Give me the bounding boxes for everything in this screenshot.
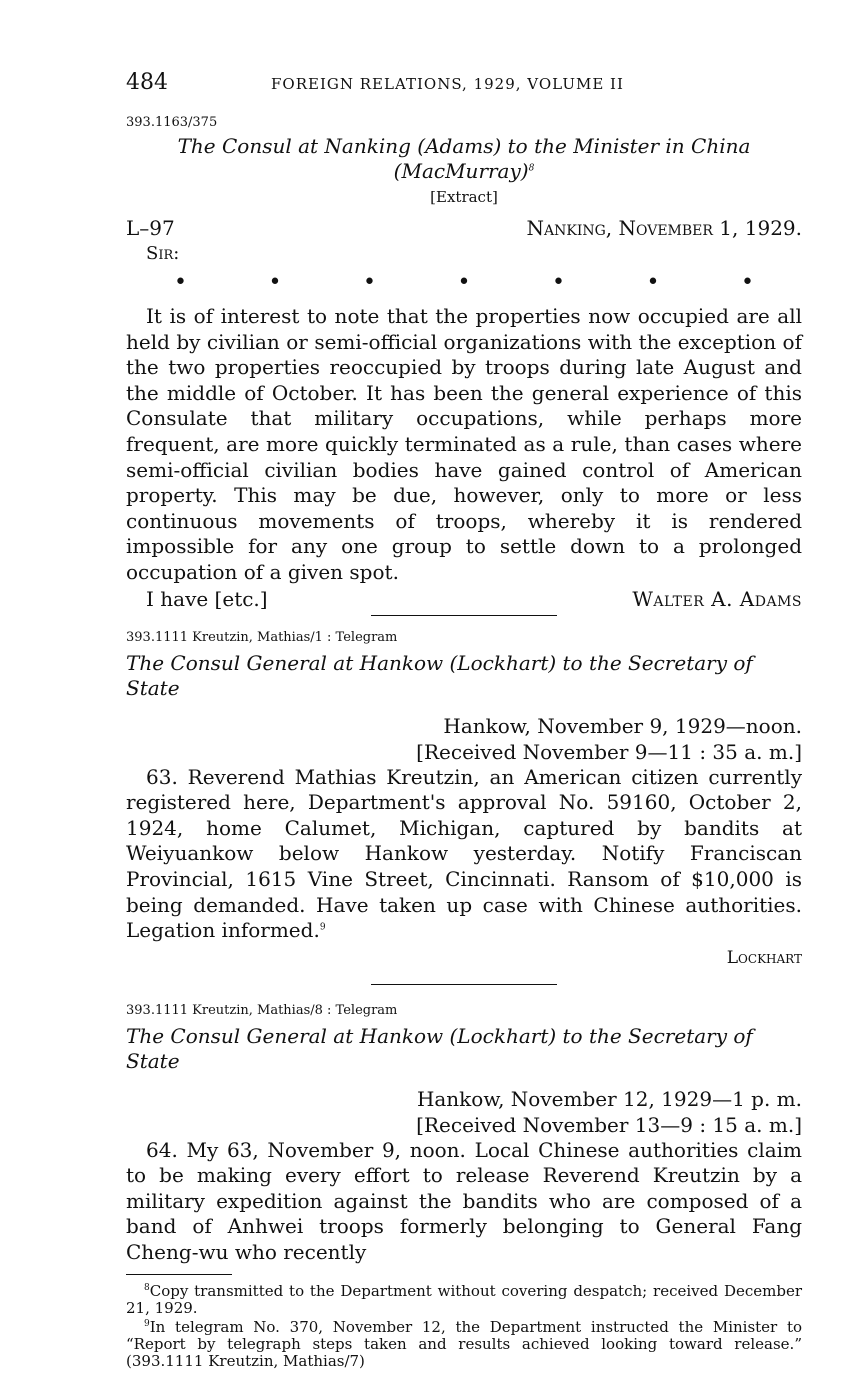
footnote-ref[interactable]: 8 xyxy=(528,163,535,174)
footnote xyxy=(126,1319,802,1370)
section-divider xyxy=(371,615,557,616)
body-paragraph: It is of interest to note that the properties now occupied are all held by civilian or semi-official organizations with the exception of the two properties reoccupied by troops during late August and the middle of October. It has been the general experience of this Consulate that military occupations, while perhaps more frequent, are more quickly terminated as a rule, than cases where semi-official civilian bodies have gained control of American property. This may be due, however, only to more or less continuous movements of troops, whereby it is rendered impossible for any one group to settle down to a prolonged occupation of a given spot. xyxy=(126,304,802,584)
omission-dot: • xyxy=(268,270,282,295)
document-title-line2: (MacMurray) xyxy=(393,159,529,183)
document-title: The Consul General at Hankow (Lockhart) to the Secretary of State xyxy=(126,1023,753,1073)
footnote-text: In telegram No. 370, November 12, the Department instructed the Minister to “Report by telegraph steps taken and results achieved looking toward release.” (393.1111 Kreutzin, Mathias/7) xyxy=(126,1317,802,1370)
document-title-line2-wrap xyxy=(126,159,802,184)
place-date: Nanking, November 1, 1929. xyxy=(526,216,802,240)
footnote xyxy=(126,1283,802,1317)
document-page xyxy=(126,70,802,1372)
omission-dot: • xyxy=(457,270,471,295)
place-date: Hankow, November 12, 1929—1 p. m. xyxy=(416,1086,802,1111)
document-adams-despatch xyxy=(126,115,802,611)
closing: I have [etc.] xyxy=(146,586,268,611)
file-number: 393.1163/375 xyxy=(126,115,218,130)
file-number: 393.1111 Kreutzin, Mathias/1 : Telegram xyxy=(126,629,398,645)
received-line: [Received November 13—9 : 15 a. m.] xyxy=(416,1112,802,1137)
omission-dot: • xyxy=(741,270,754,295)
footnotes xyxy=(126,1283,802,1370)
footnote-ref[interactable]: 9 xyxy=(319,922,326,933)
received-line: [Received November 9—11 : 35 a. m.] xyxy=(416,739,802,764)
omission-dot: • xyxy=(363,270,376,295)
document-title: The Consul General at Hankow (Lockhart) to the Secretary of State xyxy=(126,650,753,700)
document-telegram-63 xyxy=(126,630,802,968)
footnote-text: Copy transmitted to the Department without covering despatch; received December 21, 1929. xyxy=(126,1281,802,1317)
page-header xyxy=(126,70,802,95)
omission-dot: • xyxy=(552,270,565,295)
signature: Walter A. Adams xyxy=(632,586,802,611)
omission-dot: • xyxy=(646,270,660,295)
footnote-mark: 9 xyxy=(144,1318,150,1329)
running-head: FOREIGN RELATIONS, 1929, VOLUME II xyxy=(271,75,624,93)
omission-dot: • xyxy=(174,270,187,295)
extract-label: [Extract] xyxy=(430,188,498,206)
file-number: 393.1111 Kreutzin, Mathias/8 : Telegram xyxy=(126,1002,398,1018)
salutation: Sir: xyxy=(146,243,180,264)
page-number: 484 xyxy=(126,70,168,95)
signature: Lockhart xyxy=(726,947,802,968)
section-divider xyxy=(371,984,557,985)
document-title xyxy=(126,134,802,184)
body-paragraph: 64. My 63, November 9, noon. Local Chinese authorities claim to be making every effort to release Reverend Kreutzin by a military expedition against the bandits who are composed of a band of Anhwei troops formerly belonging to General Fang Cheng-wu who recently xyxy=(126,1137,802,1265)
dateline-row xyxy=(126,216,802,240)
body-text: 63. Reverend Mathias Kreutzin, an American citizen currently registered here, Department's approval No. 59160, October 2, 1924, home Calumet, Michigan, captured by bandits at Weiyuankow below Hankow yesterday. Notify Franciscan Provincial, 1615 Vine Street, Cincinnati. Ransom of $10,000 is being demanded. Have taken up case with Chinese authorities. Legation informed. xyxy=(126,764,802,943)
footnote-rule xyxy=(126,1274,232,1275)
omission-dots xyxy=(126,270,802,295)
document-telegram-64 xyxy=(126,1003,802,1266)
document-title-line1: The Consul at Nanking (Adams) to the Minister in China xyxy=(177,134,751,158)
place-date: Hankow, November 9, 1929—noon. xyxy=(443,713,802,738)
footnote-mark: 8 xyxy=(144,1282,150,1293)
closing-row xyxy=(146,587,802,611)
body-paragraph xyxy=(126,765,802,944)
reference-number: L–97 xyxy=(126,216,175,240)
